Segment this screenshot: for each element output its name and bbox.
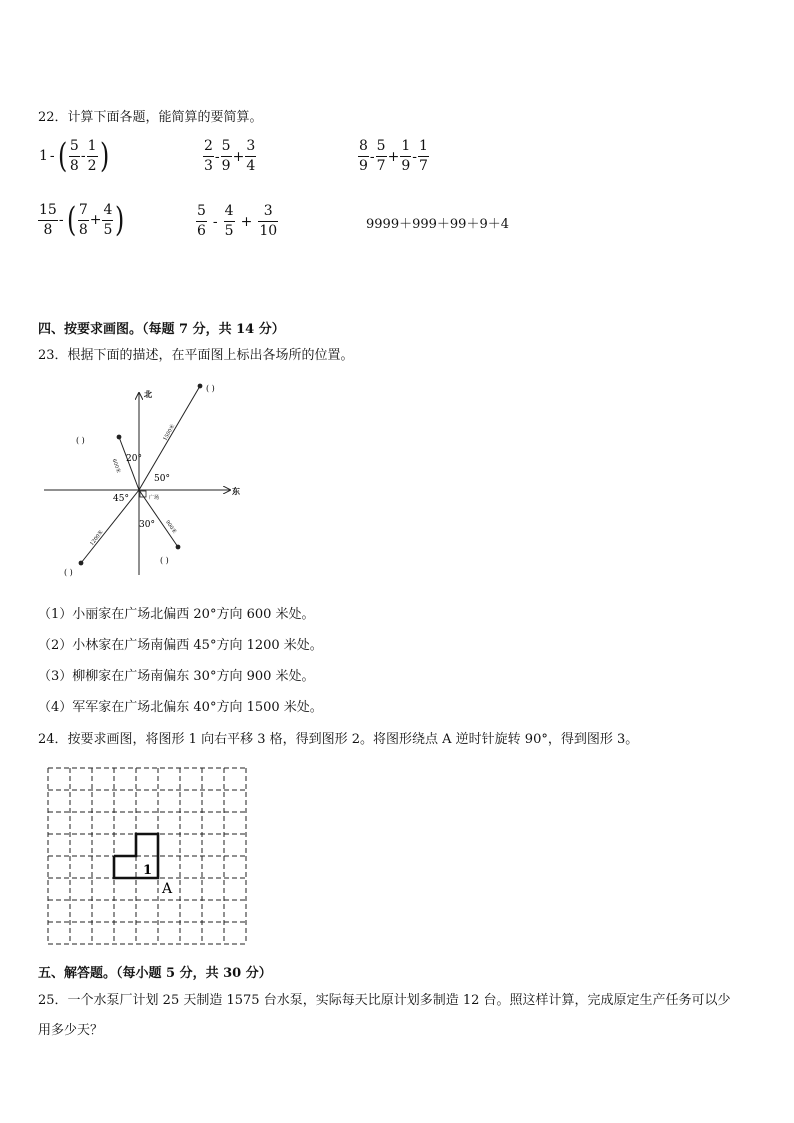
operator: -	[214, 148, 220, 165]
q23-title: 23．根据下面的描述，在平面图上标出各场所的位置。	[38, 348, 354, 363]
point-northwest	[117, 435, 122, 440]
fraction: $\frac{5}{6}$	[197, 203, 206, 239]
operator: -	[369, 148, 375, 165]
q22-expression-3	[358, 138, 429, 175]
left-paren: (	[66, 200, 76, 240]
fraction: $\frac{1}{7}$	[418, 138, 428, 174]
fraction: $\frac{4}{5}$	[103, 201, 113, 238]
integer: 1	[39, 148, 48, 164]
fraction: $\frac{3}{4}$	[246, 138, 256, 174]
q24-title: 24．按要求画图，将图形 1 向右平移 3 格，得到图形 2。将图形绕点 A 逆时针旋转 90°，得到图形 3。	[38, 732, 639, 747]
left-paren: (	[57, 136, 67, 176]
fraction: $\frac{2}{3}$	[204, 138, 213, 174]
q25-text-line-2: 用多少天？	[38, 1023, 104, 1038]
distance-label: 900米	[164, 519, 178, 535]
east-label: 东	[232, 486, 240, 496]
answer-blank: ( )	[64, 568, 73, 577]
point-southeast	[176, 545, 181, 550]
fraction: $\frac{3}{10}$	[259, 203, 278, 239]
angle-label: 45°	[113, 494, 129, 504]
q22-expression-5	[196, 203, 278, 240]
operator: +	[240, 213, 253, 230]
q22-expression-6: 9999＋999＋99＋9＋4	[366, 217, 509, 232]
operator: -	[49, 148, 55, 164]
compass-diagram	[30, 375, 260, 590]
answer-blank: ( )	[160, 556, 169, 565]
q22-title: 22．计算下面各题，能简算的要简算。	[38, 110, 263, 125]
point-northeast	[198, 384, 203, 389]
dashed-grid	[48, 768, 246, 944]
q23-item-2: （2）小林家在广场南偏西 45°方向 1200 米处。	[38, 638, 323, 653]
angle-label: 20°	[126, 454, 142, 464]
point-a-label: A	[162, 881, 173, 897]
answer-blank: ( )	[206, 384, 215, 393]
right-paren: )	[99, 136, 109, 176]
point-southwest	[79, 561, 84, 566]
fraction: $\frac{1}{9}$	[401, 138, 411, 174]
distance-label: 1500米	[162, 423, 177, 442]
fraction: $\frac{1}{2}$	[87, 137, 97, 174]
q22-expression-2	[203, 138, 256, 175]
fraction: $\frac{15}{8}$	[39, 201, 57, 238]
angle-label: 50°	[154, 474, 170, 484]
operator: -	[212, 213, 218, 230]
line-southwest	[81, 490, 139, 563]
fraction: $\frac{8}{9}$	[359, 138, 368, 174]
operator: +	[232, 148, 245, 165]
section-5-heading: 五、解答题。（每小题 5 分，共 30 分）	[38, 966, 272, 981]
q23-item-1: （1）小丽家在广场北偏西 20°方向 600 米处。	[38, 607, 315, 622]
q25-text-line-1: 25．一个水泵厂计划 25 天制造 1575 台水泵，实际每天比原计划多制造 12 台。照这样计算，完成原定生产任务可以少	[38, 993, 731, 1008]
angle-label: 30°	[139, 520, 155, 530]
q23-item-4: （4）军军家在广场北偏东 40°方向 1500 米处。	[38, 700, 323, 715]
operator: +	[387, 148, 400, 165]
fraction: $\frac{5}{8}$	[69, 137, 79, 174]
q22-expression-1	[38, 136, 111, 176]
grid-diagram	[44, 766, 252, 948]
fraction: $\frac{7}{8}$	[78, 201, 88, 238]
q22-expression-4	[38, 200, 127, 240]
section-4-heading: 四、按要求画图。（每题 7 分，共 14 分）	[38, 322, 285, 337]
fraction: $\frac{5}{9}$	[221, 138, 231, 174]
operator: +	[89, 212, 102, 228]
center-label: 广场	[149, 495, 160, 501]
distance-label: 1200米	[89, 529, 105, 547]
fraction: $\frac{5}{7}$	[376, 138, 386, 174]
distance-label: 600米	[110, 458, 122, 475]
north-label: 北	[144, 389, 152, 399]
fraction: $\frac{4}{5}$	[224, 203, 234, 239]
answer-blank: ( )	[76, 436, 85, 445]
shape-label: 1	[143, 863, 153, 878]
operator: -	[412, 148, 417, 165]
operator: -	[58, 212, 64, 228]
operator: -	[80, 148, 86, 164]
right-paren: )	[115, 200, 125, 240]
q23-item-3: （3）柳柳家在广场南偏东 30°方向 900 米处。	[38, 669, 315, 684]
